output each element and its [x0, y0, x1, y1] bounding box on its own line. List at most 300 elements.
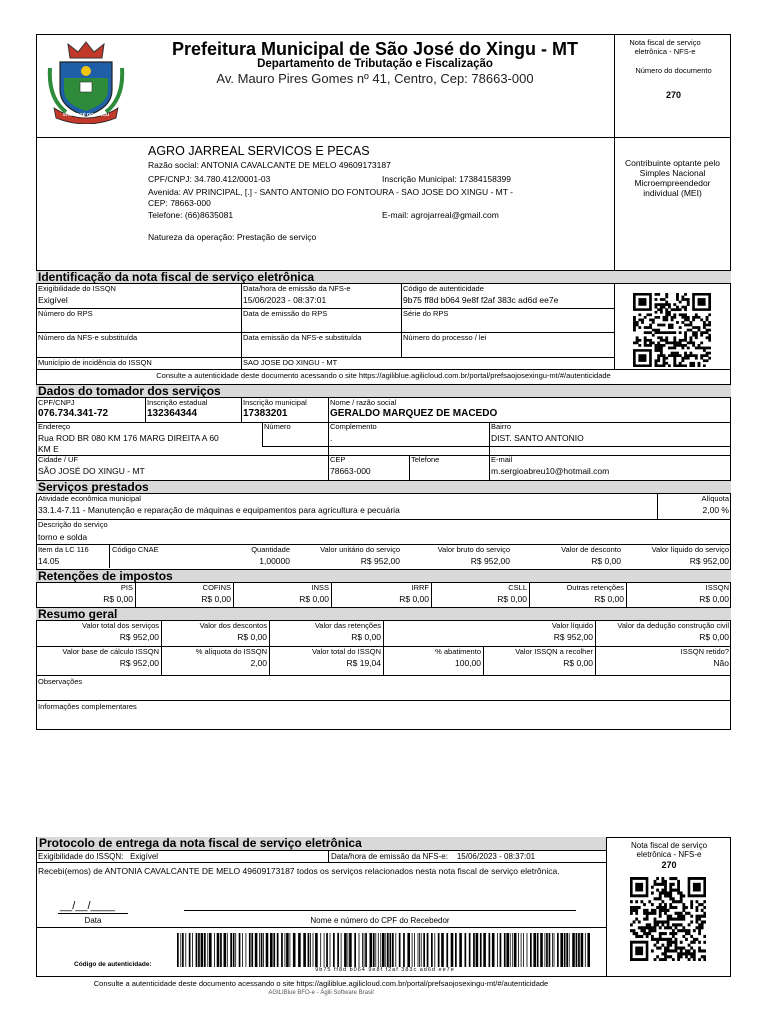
- qr-module: [667, 894, 670, 897]
- qr-module: [708, 352, 711, 355]
- qr-module: [644, 336, 647, 339]
- qr-module: [656, 906, 659, 909]
- qr-module: [659, 935, 662, 938]
- qr-module: [665, 341, 668, 344]
- qr-module: [635, 912, 638, 915]
- qr-module: [688, 932, 691, 935]
- qr-module: [673, 362, 676, 365]
- cell-label: ISSQN: [705, 583, 729, 592]
- qr-module: [655, 347, 658, 350]
- qr-module: [692, 354, 695, 357]
- qr-module: [664, 906, 667, 909]
- divider: [36, 519, 731, 520]
- qr-module: [644, 339, 647, 342]
- qr-module: [668, 364, 671, 367]
- qr-module: [701, 915, 704, 918]
- qr-module: [638, 926, 641, 929]
- taker-bairro-label: Bairro: [491, 422, 512, 431]
- qr-module: [672, 935, 675, 938]
- barcode-bar: [182, 933, 184, 967]
- qr-module: [690, 941, 693, 944]
- qr-module: [668, 324, 671, 327]
- qr-module: [630, 900, 633, 903]
- qr-module: [667, 920, 670, 923]
- qr-module: [668, 331, 671, 334]
- qr-module: [673, 347, 676, 350]
- qr-module: [633, 341, 636, 344]
- barcode-bar: [198, 933, 200, 967]
- barcode-bar: [192, 933, 193, 967]
- barcode-bar: [545, 933, 546, 967]
- qr-module: [655, 316, 658, 319]
- qr-module: [693, 955, 696, 958]
- barcode-bar: [189, 933, 191, 967]
- mei-note: Contribuinte optante pelo Simples Nacional Microempreendedor individual (MEI): [625, 158, 720, 198]
- qr-module: [708, 334, 711, 337]
- qr-module: [665, 313, 668, 316]
- barcode-bar: [242, 933, 243, 967]
- divider: [328, 398, 329, 480]
- qr-module: [655, 306, 658, 309]
- taker-address: Rua ROD BR 080 KM 176 MARG DIREITA A 60: [38, 433, 219, 443]
- summary-cell: [162, 621, 270, 646]
- qr-module: [679, 301, 682, 304]
- qr-module: [659, 958, 662, 961]
- qr-module: [644, 344, 647, 347]
- qr-module: [679, 326, 682, 329]
- qr-module: [671, 347, 674, 350]
- barcode-bar: [333, 933, 335, 967]
- qr-module: [703, 347, 706, 350]
- barcode-bar: [277, 933, 279, 967]
- summary-cell: [36, 621, 162, 646]
- barcode: [175, 933, 595, 967]
- qr-module: [693, 938, 696, 941]
- qr-module: [665, 357, 668, 360]
- qr-module: [679, 364, 682, 367]
- protocol-exig-value: Exigível: [130, 852, 159, 861]
- barcode-bar: [196, 933, 198, 967]
- qr-module: [693, 952, 696, 955]
- summary-cell: [332, 583, 432, 607]
- qr-module: [665, 319, 668, 322]
- qr-module: [673, 336, 676, 339]
- provider-phone: Telefone: (66)8635081: [148, 210, 234, 220]
- barcode-bar: [227, 933, 228, 967]
- barcode-bar: [533, 933, 536, 967]
- taker-im-label: Inscrição municipal: [243, 398, 307, 407]
- barcode-bar: [249, 933, 251, 967]
- qr-module: [708, 324, 711, 327]
- taker-cep: 78663-000: [330, 466, 371, 476]
- qr-module: [654, 912, 657, 915]
- barcode-bar: [341, 933, 342, 967]
- provider-natureza: Natureza da operação: Prestação de serviço: [148, 232, 317, 242]
- qr-module: [635, 909, 638, 912]
- qr-module: [703, 935, 706, 938]
- qr-module: [646, 339, 649, 342]
- qr-module: [644, 341, 647, 344]
- qr-module: [701, 923, 704, 926]
- qr-module: [646, 344, 649, 347]
- qr-module: [679, 313, 682, 316]
- qr-module: [661, 909, 664, 912]
- qr-module: [669, 883, 672, 886]
- cell-label: Valor da dedução construção civil: [617, 621, 729, 630]
- taker-bairro: DIST. SANTO ANTONIO: [491, 433, 584, 443]
- qr-module: [684, 313, 687, 316]
- logo-text: SÃO JOSÉ DO XINGU: [62, 112, 110, 117]
- cell-label: INSS: [311, 583, 329, 592]
- qr-module: [688, 912, 691, 915]
- qr-module: [663, 339, 666, 342]
- qr-module: [680, 900, 683, 903]
- qr-module: [703, 906, 706, 909]
- qr-module: [659, 932, 662, 935]
- qr-module: [671, 341, 674, 344]
- nfse-type-title: Nota fiscal de serviço eletrônica - NFS-e: [629, 38, 701, 56]
- qr-module: [646, 932, 649, 935]
- barcode-bar: [560, 933, 563, 967]
- qr-module: [667, 923, 670, 926]
- protocol-statement: Recebi(emos) de ANTONIA CAVALCANTE DE MELO 49609173187 todos os serviços relacionados nesta nota fiscal de serviço eletrônica.: [38, 866, 560, 876]
- qr-module: [660, 298, 663, 301]
- qr-module: [667, 891, 670, 894]
- provider-cnpj: CPF/CNPJ: 34.780.412/0001-03: [148, 174, 271, 184]
- qr-module: [630, 912, 633, 915]
- taker-complement: .: [330, 433, 333, 443]
- cell-label: Valor ISSQN a recolher: [515, 647, 593, 656]
- qr-module: [706, 316, 709, 319]
- qr-module: [660, 344, 663, 347]
- processo-label: Número do processo / lei: [403, 333, 487, 342]
- summary-row-2: [36, 647, 731, 675]
- qr-code[interactable]: [633, 293, 711, 367]
- qr-finder-pattern: [638, 298, 646, 306]
- barcode-bar: [572, 933, 575, 967]
- qr-module: [680, 923, 683, 926]
- qr-module: [676, 364, 679, 367]
- cell-label: Valor líquido: [551, 621, 593, 630]
- qr-module: [689, 329, 692, 332]
- barcode-bar: [337, 933, 339, 967]
- municipio-label: Município de incidência do ISSQN: [38, 358, 152, 367]
- divider: [401, 284, 402, 357]
- discount-value: R$ 0,00: [591, 556, 621, 566]
- qr-module: [659, 915, 662, 918]
- qr-module: [692, 362, 695, 365]
- qr-module: [630, 929, 633, 932]
- qr-module: [669, 949, 672, 952]
- barcode-bar: [492, 933, 495, 967]
- qr-module: [687, 301, 690, 304]
- qr-module: [680, 929, 683, 932]
- qr-module: [644, 316, 647, 319]
- qr-module: [654, 880, 657, 883]
- qr-module: [673, 316, 676, 319]
- taker-complement-label: Complemento: [330, 422, 377, 431]
- qr-module: [688, 949, 691, 952]
- qr-module: [663, 359, 666, 362]
- qr-module: [668, 347, 671, 350]
- barcode-bar: [344, 933, 347, 967]
- barcode-bar: [320, 933, 321, 967]
- qr-module: [659, 947, 662, 950]
- barcode-bar: [233, 933, 235, 967]
- qr-module: [655, 293, 658, 296]
- qr-module: [676, 341, 679, 344]
- unit-label: Valor unitário do serviço: [320, 545, 400, 554]
- cell-value: 100,00: [455, 658, 481, 668]
- exig-value: Exigível: [38, 295, 68, 305]
- qr-module: [689, 339, 692, 342]
- qr-module: [672, 941, 675, 944]
- barcode-bar: [261, 933, 263, 967]
- qr-module: [659, 920, 662, 923]
- barcode-bar: [552, 933, 553, 967]
- taker-city: SÃO JOSÉ DO XINGU - MT: [38, 466, 145, 476]
- cell-value: R$ 0,00: [103, 594, 133, 604]
- qr-module: [663, 316, 666, 319]
- summary-cell: [136, 583, 234, 607]
- qr-module: [664, 886, 667, 889]
- protocol-qr-code[interactable]: [630, 877, 706, 961]
- protocol-exig: [38, 852, 158, 862]
- footer-consult-link[interactable]: Consulte a autenticidade deste documento acessando o site https://agiliblue.agilicloud.com.br/portal/prefsaojosexingu-mt/#/autenticidade: [93, 979, 549, 988]
- barcode-bar: [373, 933, 375, 967]
- qr-module: [633, 329, 636, 332]
- qr-module: [661, 880, 664, 883]
- unit-value: R$ 952,00: [360, 556, 400, 566]
- barcode-bar: [180, 933, 181, 967]
- qr-module: [675, 900, 678, 903]
- qr-module: [696, 938, 699, 941]
- qr-module: [656, 883, 659, 886]
- qr-module: [672, 906, 675, 909]
- qr-module: [667, 915, 670, 918]
- barcode-bar: [230, 933, 232, 967]
- barcode-bar: [330, 933, 331, 967]
- qr-module: [657, 316, 660, 319]
- barcode-bar: [308, 933, 310, 967]
- qr-module: [661, 900, 664, 903]
- qr-module: [677, 880, 680, 883]
- barcode-bar: [266, 933, 269, 967]
- qr-module: [672, 900, 675, 903]
- divider: [409, 455, 410, 480]
- qr-module: [633, 324, 636, 327]
- qr-module: [671, 354, 674, 357]
- qr-module: [698, 316, 701, 319]
- qr-module: [675, 944, 678, 947]
- qr-module: [675, 949, 678, 952]
- divider: [36, 137, 731, 138]
- barcode-bar: [270, 933, 273, 967]
- qr-module: [643, 929, 646, 932]
- qr-module: [672, 883, 675, 886]
- protocol-exig-label: Exigibilidade do ISSQN:: [38, 852, 124, 861]
- qr-module: [692, 326, 695, 329]
- barcode-bar: [587, 933, 590, 967]
- qr-module: [657, 324, 660, 327]
- divider: [606, 837, 607, 977]
- section-services: Serviços prestados: [36, 480, 731, 494]
- qr-module: [695, 334, 698, 337]
- qr-module: [669, 932, 672, 935]
- qr-module: [646, 915, 649, 918]
- barcode-bar: [303, 933, 306, 967]
- barcode-bar: [421, 933, 422, 967]
- qr-module: [708, 339, 711, 342]
- qr-module: [675, 923, 678, 926]
- qr-module: [633, 929, 636, 932]
- barcode-bar: [204, 933, 206, 967]
- qr-module: [661, 883, 664, 886]
- qr-module: [700, 319, 703, 322]
- summary-cell: [36, 583, 136, 607]
- barcode-bar: [506, 933, 509, 967]
- qr-module: [687, 347, 690, 350]
- qr-module: [640, 900, 643, 903]
- qr-module: [681, 313, 684, 316]
- cell-value: R$ 0,00: [699, 632, 729, 642]
- provider-name: AGRO JARREAL SERVICOS E PECAS: [148, 144, 370, 158]
- qr-module: [676, 293, 679, 296]
- barcode-bar: [469, 933, 471, 967]
- divider: [657, 494, 658, 519]
- consult-link[interactable]: Consulte a autenticidade deste documento acessando o site https://agiliblue.agilicloud.com.br/portal/prefsaojosexingu-mt/#/autenticidade: [156, 371, 611, 380]
- qr-module: [696, 906, 699, 909]
- qr-module: [698, 918, 701, 921]
- qr-module: [643, 903, 646, 906]
- qr-module: [663, 344, 666, 347]
- qr-module: [669, 915, 672, 918]
- qr-module: [679, 308, 682, 311]
- auth-code-label: Código de autenticidade: [403, 284, 484, 293]
- protocol-emissao: [331, 852, 535, 862]
- qr-module: [664, 947, 667, 950]
- qr-module: [692, 334, 695, 337]
- qr-module: [677, 889, 680, 892]
- barcode-bar: [246, 933, 247, 967]
- qr-module: [681, 321, 684, 324]
- qr-finder-pattern: [693, 883, 701, 892]
- barcode-bar: [512, 933, 513, 967]
- rps-serie-label: Série do RPS: [403, 309, 449, 318]
- ativ-value: 33.1.4-7.11 - Manutenção e reparação de máquinas e equipamentos para agricultura e pecuária: [38, 505, 400, 515]
- qr-module: [638, 935, 641, 938]
- qr-module: [677, 923, 680, 926]
- qr-module: [657, 336, 660, 339]
- barcode-bar: [349, 933, 352, 967]
- qr-module: [679, 339, 682, 342]
- summary-cell: [596, 647, 731, 675]
- qr-module: [671, 331, 674, 334]
- qr-module: [675, 906, 678, 909]
- protocol-nfse-title: Nota fiscal de serviço eletrônica - NFS-e: [630, 841, 708, 859]
- barcode-bar: [326, 933, 328, 967]
- qr-module: [649, 313, 652, 316]
- qr-module: [703, 359, 706, 362]
- qr-finder-pattern: [698, 298, 706, 306]
- qr-module: [644, 331, 647, 334]
- qr-module: [667, 941, 670, 944]
- cell-value: R$ 0,00: [563, 658, 593, 668]
- qr-module: [664, 938, 667, 941]
- cell-value: R$ 952,00: [553, 632, 593, 642]
- qr-module: [664, 912, 667, 915]
- qr-module: [696, 909, 699, 912]
- qr-module: [659, 909, 662, 912]
- qr-module: [685, 955, 688, 958]
- qr-module: [696, 900, 699, 903]
- qr-module: [660, 324, 663, 327]
- qr-module: [665, 303, 668, 306]
- qr-module: [698, 932, 701, 935]
- qr-module: [673, 313, 676, 316]
- qr-module: [640, 926, 643, 929]
- qr-module: [656, 920, 659, 923]
- qr-module: [667, 918, 670, 921]
- qr-module: [660, 303, 663, 306]
- qr-module: [654, 923, 657, 926]
- qr-module: [698, 915, 701, 918]
- qr-module: [679, 354, 682, 357]
- qr-module: [673, 357, 676, 360]
- qr-module: [661, 932, 664, 935]
- qr-module: [665, 331, 668, 334]
- qr-module: [680, 918, 683, 921]
- qr-module: [684, 308, 687, 311]
- qr-module: [692, 316, 695, 319]
- qr-module: [659, 891, 662, 894]
- barcode-bar: [546, 933, 548, 967]
- cell-label: IRRF: [411, 583, 429, 592]
- qr-module: [679, 344, 682, 347]
- subst-date-label: Data emissão da NFS-e substituída: [243, 333, 362, 342]
- divider: [109, 544, 110, 568]
- qr-module: [672, 958, 675, 961]
- divider: [36, 862, 606, 863]
- qr-module: [692, 344, 695, 347]
- qr-module: [654, 958, 657, 961]
- barcode-bar: [313, 933, 314, 967]
- qr-module: [708, 347, 711, 350]
- qr-module: [654, 938, 657, 941]
- barcode-bar: [310, 933, 311, 967]
- qr-module: [708, 357, 711, 360]
- qr-module: [695, 331, 698, 334]
- cell-label: Valor total do ISSQN: [311, 647, 381, 656]
- qr-module: [669, 886, 672, 889]
- barcode-bar: [497, 933, 498, 967]
- qr-module: [684, 336, 687, 339]
- barcode-bar: [380, 933, 381, 967]
- qr-module: [665, 296, 668, 299]
- qr-module: [672, 889, 675, 892]
- qr-module: [656, 941, 659, 944]
- qr-module: [651, 891, 654, 894]
- barcode-bar: [362, 933, 363, 967]
- qr-module: [681, 339, 684, 342]
- qr-finder-pattern: [638, 354, 646, 362]
- taker-email: m.sergioabreu10@hotmail.com: [491, 466, 610, 476]
- barcode-bar: [390, 933, 392, 967]
- qr-module: [638, 319, 641, 322]
- qr-module: [675, 877, 678, 880]
- barcode-bar: [185, 933, 186, 967]
- qr-module: [667, 955, 670, 958]
